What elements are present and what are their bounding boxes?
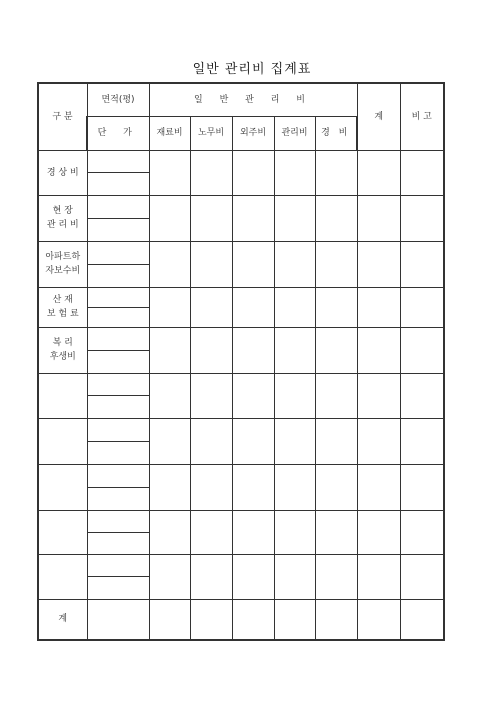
total-cell[interactable] bbox=[357, 554, 400, 599]
row-label: 산 재 보 험 료 bbox=[38, 287, 87, 327]
header-total: 계 bbox=[357, 83, 400, 150]
remarks-cell[interactable] bbox=[400, 195, 444, 241]
management-cell[interactable] bbox=[274, 373, 315, 418]
area-subcell[interactable] bbox=[88, 487, 149, 488]
expenses-total-cell[interactable] bbox=[315, 599, 357, 640]
area-subcell[interactable] bbox=[88, 532, 149, 533]
labor-cell[interactable] bbox=[190, 241, 232, 287]
outsourcing-cell[interactable] bbox=[232, 327, 274, 373]
materials-total-cell[interactable] bbox=[149, 599, 190, 640]
materials-cell[interactable] bbox=[149, 510, 190, 554]
outsourcing-cell[interactable] bbox=[232, 150, 274, 195]
table-row bbox=[38, 373, 444, 418]
remarks-cell[interactable] bbox=[400, 418, 444, 464]
materials-cell[interactable] bbox=[149, 373, 190, 418]
labor-cell[interactable] bbox=[190, 373, 232, 418]
row-label: 복 리 후생비 bbox=[38, 327, 87, 373]
expenses-cell[interactable] bbox=[315, 510, 357, 554]
table-row bbox=[38, 150, 444, 195]
table-row bbox=[38, 327, 444, 373]
header-expenses: 경 비 bbox=[315, 116, 357, 150]
total-cell[interactable] bbox=[357, 327, 400, 373]
expenses-cell[interactable] bbox=[315, 150, 357, 195]
management-total-cell[interactable] bbox=[274, 599, 315, 640]
remarks-cell[interactable] bbox=[400, 464, 444, 510]
expenses-cell[interactable] bbox=[315, 287, 357, 327]
materials-cell[interactable] bbox=[149, 287, 190, 327]
row-label: 경 상 비 bbox=[38, 150, 87, 195]
total-cell[interactable] bbox=[357, 150, 400, 195]
outsourcing-total-cell[interactable] bbox=[232, 599, 274, 640]
remarks-total-cell[interactable] bbox=[400, 599, 444, 640]
total-cell[interactable] bbox=[357, 195, 400, 241]
outsourcing-cell[interactable] bbox=[232, 195, 274, 241]
labor-cell[interactable] bbox=[190, 510, 232, 554]
management-cell[interactable] bbox=[274, 241, 315, 287]
header-materials: 재료비 bbox=[149, 116, 190, 150]
outsourcing-cell[interactable] bbox=[232, 373, 274, 418]
outsourcing-cell[interactable] bbox=[232, 554, 274, 599]
remarks-cell[interactable] bbox=[400, 327, 444, 373]
expenses-cell[interactable] bbox=[315, 195, 357, 241]
materials-cell[interactable] bbox=[149, 150, 190, 195]
outsourcing-cell[interactable] bbox=[232, 287, 274, 327]
table-row bbox=[38, 418, 444, 464]
labor-cell[interactable] bbox=[190, 464, 232, 510]
area-price-cell[interactable] bbox=[87, 287, 149, 327]
header-category: 구 분 bbox=[38, 83, 87, 150]
outsourcing-cell[interactable] bbox=[232, 241, 274, 287]
outsourcing-cell[interactable] bbox=[232, 464, 274, 510]
management-cell[interactable] bbox=[274, 554, 315, 599]
total-cell[interactable] bbox=[357, 418, 400, 464]
area-price-cell[interactable] bbox=[87, 195, 149, 241]
area-price-cell[interactable] bbox=[87, 150, 149, 195]
expenses-cell[interactable] bbox=[315, 327, 357, 373]
area-price-cell[interactable] bbox=[87, 510, 149, 554]
total-cell[interactable] bbox=[357, 287, 400, 327]
total-cell[interactable] bbox=[357, 464, 400, 510]
remarks-cell[interactable] bbox=[400, 241, 444, 287]
expenses-cell[interactable] bbox=[315, 373, 357, 418]
row-label: 아파트하 자보수비 bbox=[38, 241, 87, 287]
remarks-cell[interactable] bbox=[400, 150, 444, 195]
total-row bbox=[38, 599, 444, 640]
header-labor: 노무비 bbox=[190, 116, 232, 150]
area-subcell[interactable] bbox=[88, 218, 149, 219]
outsourcing-cell[interactable] bbox=[232, 510, 274, 554]
management-cell[interactable] bbox=[274, 327, 315, 373]
area-subcell[interactable] bbox=[88, 395, 149, 396]
expenses-cell[interactable] bbox=[315, 464, 357, 510]
table-row bbox=[38, 241, 444, 287]
materials-cell[interactable] bbox=[149, 464, 190, 510]
materials-cell[interactable] bbox=[149, 241, 190, 287]
area-subcell[interactable] bbox=[88, 441, 149, 442]
total-cell[interactable] bbox=[357, 241, 400, 287]
header-unit-price: 단 가 bbox=[87, 116, 149, 150]
area-price-cell[interactable] bbox=[87, 554, 149, 599]
area-subcell[interactable] bbox=[88, 350, 149, 351]
row-label: 현 장 관 리 비 bbox=[38, 195, 87, 241]
area-price-cell[interactable] bbox=[87, 418, 149, 464]
table-row bbox=[38, 510, 444, 554]
expenses-cell[interactable] bbox=[315, 418, 357, 464]
area-price-cell[interactable] bbox=[87, 464, 149, 510]
header-area: 면적(평) bbox=[87, 83, 149, 116]
table-row bbox=[38, 554, 444, 599]
area-subcell[interactable] bbox=[88, 307, 149, 308]
management-cell[interactable] bbox=[274, 464, 315, 510]
labor-cell[interactable] bbox=[190, 418, 232, 464]
row-label bbox=[38, 464, 87, 510]
remarks-cell[interactable] bbox=[400, 510, 444, 554]
management-cell[interactable] bbox=[274, 510, 315, 554]
row-label bbox=[38, 554, 87, 599]
total-cell[interactable] bbox=[357, 373, 400, 418]
header-remarks: 비 고 bbox=[400, 83, 444, 150]
summary-table bbox=[37, 82, 445, 641]
labor-cell[interactable] bbox=[190, 287, 232, 327]
outsourcing-cell[interactable] bbox=[232, 418, 274, 464]
labor-cell[interactable] bbox=[190, 327, 232, 373]
row-label bbox=[38, 510, 87, 554]
document-title: 일반 관리비 집계표 bbox=[192, 62, 312, 77]
materials-cell[interactable] bbox=[149, 195, 190, 241]
labor-total-cell[interactable] bbox=[190, 599, 232, 640]
row-label bbox=[38, 373, 87, 418]
remarks-cell[interactable] bbox=[400, 373, 444, 418]
labor-cell[interactable] bbox=[190, 195, 232, 241]
management-cell[interactable] bbox=[274, 287, 315, 327]
area-subcell[interactable] bbox=[88, 576, 149, 577]
table-row bbox=[38, 195, 444, 241]
area-price-cell[interactable] bbox=[87, 241, 149, 287]
labor-cell[interactable] bbox=[190, 150, 232, 195]
header-management: 관리비 bbox=[274, 116, 315, 150]
management-cell[interactable] bbox=[274, 150, 315, 195]
grand-total-cell[interactable] bbox=[357, 599, 400, 640]
labor-cell[interactable] bbox=[190, 554, 232, 599]
footer-total-label: 계 bbox=[38, 599, 87, 640]
area-price-cell[interactable] bbox=[87, 373, 149, 418]
area-total-cell[interactable] bbox=[87, 599, 149, 640]
table-row bbox=[38, 464, 444, 510]
table-row bbox=[38, 287, 444, 327]
materials-cell[interactable] bbox=[149, 327, 190, 373]
total-cell[interactable] bbox=[357, 510, 400, 554]
materials-cell[interactable] bbox=[149, 554, 190, 599]
area-subcell[interactable] bbox=[88, 172, 149, 173]
remarks-cell[interactable] bbox=[400, 287, 444, 327]
header-general-admin: 일 반 관 리 비 bbox=[149, 83, 357, 116]
area-subcell[interactable] bbox=[88, 264, 149, 265]
materials-cell[interactable] bbox=[149, 418, 190, 464]
area-price-cell[interactable] bbox=[87, 327, 149, 373]
management-cell[interactable] bbox=[274, 418, 315, 464]
remarks-cell[interactable] bbox=[400, 554, 444, 599]
header-outsourcing: 외주비 bbox=[232, 116, 274, 150]
management-cell[interactable] bbox=[274, 195, 315, 241]
row-label bbox=[38, 418, 87, 464]
expenses-cell[interactable] bbox=[315, 554, 357, 599]
expenses-cell[interactable] bbox=[315, 241, 357, 287]
